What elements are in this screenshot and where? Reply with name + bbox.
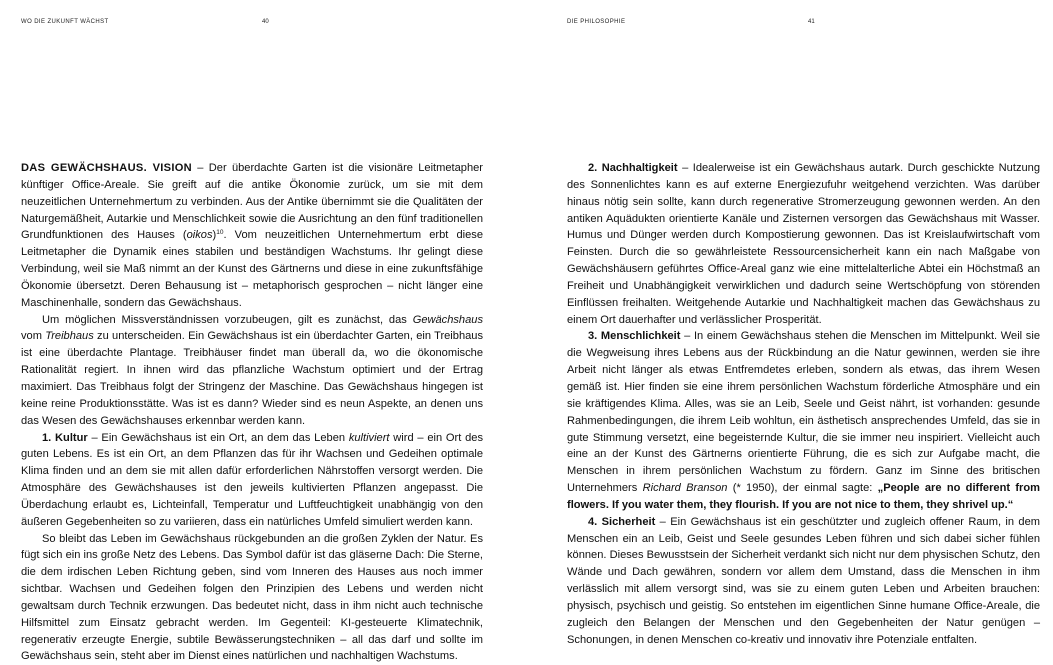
footnote-ref: 10 — [216, 229, 224, 237]
text-run: vom — [21, 330, 46, 343]
text-run: ) — [212, 229, 217, 242]
paragraph — [21, 160, 483, 312]
aspect-heading: 3. Menschlichkeit — [588, 330, 681, 343]
running-head: DIE PHILOSOPHIE — [567, 19, 626, 25]
paragraph — [567, 160, 1040, 328]
section-heading: DAS GEWÄCHSHAUS. VISION — [21, 162, 192, 174]
text-run: . Vom neuzeitlichen Unternehmertum erbt diese Leitmetapher die Dynamik eines stabilen und beständigen Wachstums. Ihr gelingt diese Verbindung, weil sie Maß nimmt an der Kunst des Gärtnerns und diese in eine zukunftsfähige Ökonomie übersetzt. Deren Behausung ist – metaphorisch gesprochen – nicht länger eine Maschinenhalle, sondern das Gewächshaus. — [21, 229, 483, 309]
body-text — [21, 160, 483, 665]
quotation: „People are no different from flowers. If you water them, they flourish. If you are not nice to them, they shrivel up.“ — [567, 482, 1040, 511]
text-run: – Idealerweise ist ein Gewächshaus autark. Durch geschickte Nutzung des Sonnenlichtes kann es auf externe Energiezufuhr weitgehend verzichten. Was darüber hinaus nötig sein sollte, kann durch regenerative Stromerzeugung gewonnen werden. An den antiken Aquädukten orientierte Kanäle und Zisternen versorgen das Gewächshaus mit Wasser. Humus und Dünger werden durch Kompostierung gewonnen. Das ist Kreislaufwirtschaft vom Feinsten. Durch die so gewährleistete Ressourcensicherheit kann ein nach Maßgabe von Gewächshäusern geführtes Office-Areal ganz wie eine mittelalterliche Abtei ein Höchstmaß an Freiheit und Unabhängigkeit verwirklichen und dadurch seine Wertschöpfung von störenden Einflüssen freihalten. Weitgehende Autarkie und Nachhaltigkeit machen das Gewächshaus zu einem Ort dauerhafter und verlässlicher Prosperität. — [567, 162, 1040, 326]
text-run: – In einem Gewächshaus stehen die Menschen im Mittelpunkt. Weil sie die Wegweisung ihres Lebens aus der Rückbindung an die Natur gewinnen, werden sie ihre Arbeit nicht länger als etwas Entfremdetes erleben, sondern als etwas, das ihrem Wesen gemäß ist. Hier finden sie eine ihrem persönlichen Wachstum förderliche Atmosphäre und ein sie kräftigendes Klima. Alles, was sie an Leib, Seele und Geist nährt, ist vorhanden: gesunde Rahmenbedingungen, die ihrem Leib wohltun, ein ästhetisch ansprechendes Umfeld, das sie in gute Stimmung versetzt, eine begeisternde Kultur, die sie immer neu inspiriert. Vielleicht auch eine an der Kunst des Gärtnerns orientierte Führung, die es sich zur Aufgabe macht, die Menschen in ihrem persönlichen Wachstum zu fördern. Ganz im Sinne des britischen Unternehmers — [567, 330, 1040, 495]
aspect-heading: 1. Kultur — [42, 431, 88, 444]
paragraph — [567, 514, 1040, 649]
text-run: zu unterscheiden. Ein Gewächshaus ist ein überdachter Garten, ein Treibhaus ist eine überdachte Plantage. Treibhäuser findet man überall da, wo die ökonomische Rationalität regiert. In ihnen wird das pflanzliche Wachstum optimiert und der Ertrag maximiert. Das Treibhaus folgt der Stringenz der Maschine. Das Gewächshaus hingegen ist keine reine Produktionsstätte. Was ist es dann? Wieder sind es neun Aspekte, an denen uns das Wesen des Gewächshauses erkennbar werden kann. — [21, 330, 483, 427]
text-run: (* 1950), der einmal sagte: — [727, 482, 878, 495]
text-run: – Der überdachte Garten ist die visionäre Leitmetapher künftiger Office-Areale. Sie greift auf die antike Ökonomie zurück, um sie mit dem neuzeitlichen Unternehmertum zu verbinden. Aus der Antike übernimmt sie die Qualitäten der Naturgemäßheit, Autarkie und Menschlichkeit sowie die Ausrichtung an den fünf traditionellen Grundfunktionen des Hauses ( — [21, 162, 483, 242]
paragraph — [21, 531, 483, 665]
text-run: wird – ein Ort des guten Lebens. Es ist ein Ort, an dem Pflanzen das für ihr Wachsen und Gedeihen optimale Klima finden und an dem sie mit allen dafür erforderlichen Nährstoffen versorgt werden. Die Atmosphäre des Gewächshauses ist den jeweils kultivierten Pflanzen angepasst. Die Überdachung erlaubt es, Lichteinfall, Temperatur und Luftfeuchtigkeit unabhängig von den äußeren Gegebenheiten so zu variieren, dass ein natürliches Umfeld simuliert werden kann. — [21, 431, 483, 528]
paragraph — [21, 312, 483, 430]
emphasis: oikos — [186, 229, 213, 242]
text-run: Um möglichen Missverständnissen vorzubeugen, gilt es zunächst, das — [42, 313, 413, 326]
text-run: – Ein Gewächshaus ist ein geschützter und zugleich offener Raum, in dem Menschen ein an Leib, Geist und Seele gesundes Leben führen und sich dabei sicher fühlen können. Dieses Bewusstsein der Sicherheit verdankt sich nicht nur dem physischen Schutz, den Wände und Dach gewähren, sondern vor allem dem Umstand, dass die Menschen in ihm verlässlich mit allem versorgt sind, was sie zu einem guten Leben und Arbeiten brauchen: physisch, psychisch und geistig. So entstehen im eigentlichen Sinne humane Office-Areale, die zugleich den Belangen der Menschen und den Gegebenheiten der Natur genügen – Schonungen, in denen Menschen co-kreativ und innovativ ihre Potenziale entfalten. — [567, 515, 1040, 646]
page-number: 40 — [262, 19, 269, 25]
aspect-heading: 4. Sicherheit — [588, 515, 656, 528]
aspect-heading: 2. Nachhaltigkeit — [588, 162, 678, 174]
emphasis: Treibhaus — [45, 330, 94, 343]
paragraph — [567, 328, 1040, 513]
left-page — [0, 0, 526, 663]
emphasis: kultiviert — [348, 431, 390, 444]
emphasis: Gewächshaus — [412, 313, 483, 326]
emphasis: Richard Branson — [642, 482, 728, 495]
page-number: 41 — [808, 19, 815, 25]
body-text — [567, 160, 1040, 648]
text-run: So bleibt das Leben im Gewächshaus rückgebunden an die großen Zyklen der Natur. Es fügt sich ein ins große Netz des Lebens. Das Symbol dafür ist das gläserne Dach: Die Sterne, die dem irdischen Leben Richtung geben, sind vom Inneren des Hauses aus noch immer sichtbar. Wachsen und Gedeihen folgen den Prinzipien des Lebens und werden nicht gewaltsam durch Technik erzwungen. Das bedeutet nicht, dass in ihm nicht auch technische Hilfsmittel zum Einsatz gebracht werden. Im Gegenteil: KI-gesteuerte Klimatechnik, regenerativ erzeugte Energie, subtile Bewässerungstechniken – all das darf und sollte im Gewächshaus sein, steht aber im Dienst eines natürlichen und nachhaltigen Wachstums. — [21, 532, 483, 663]
right-page — [527, 0, 1053, 648]
paragraph — [21, 430, 483, 531]
text-run: – Ein Gewächshaus ist ein Ort, an dem das Leben — [87, 431, 349, 444]
running-head: WO DIE ZUKUNFT WÄCHST — [21, 19, 109, 25]
